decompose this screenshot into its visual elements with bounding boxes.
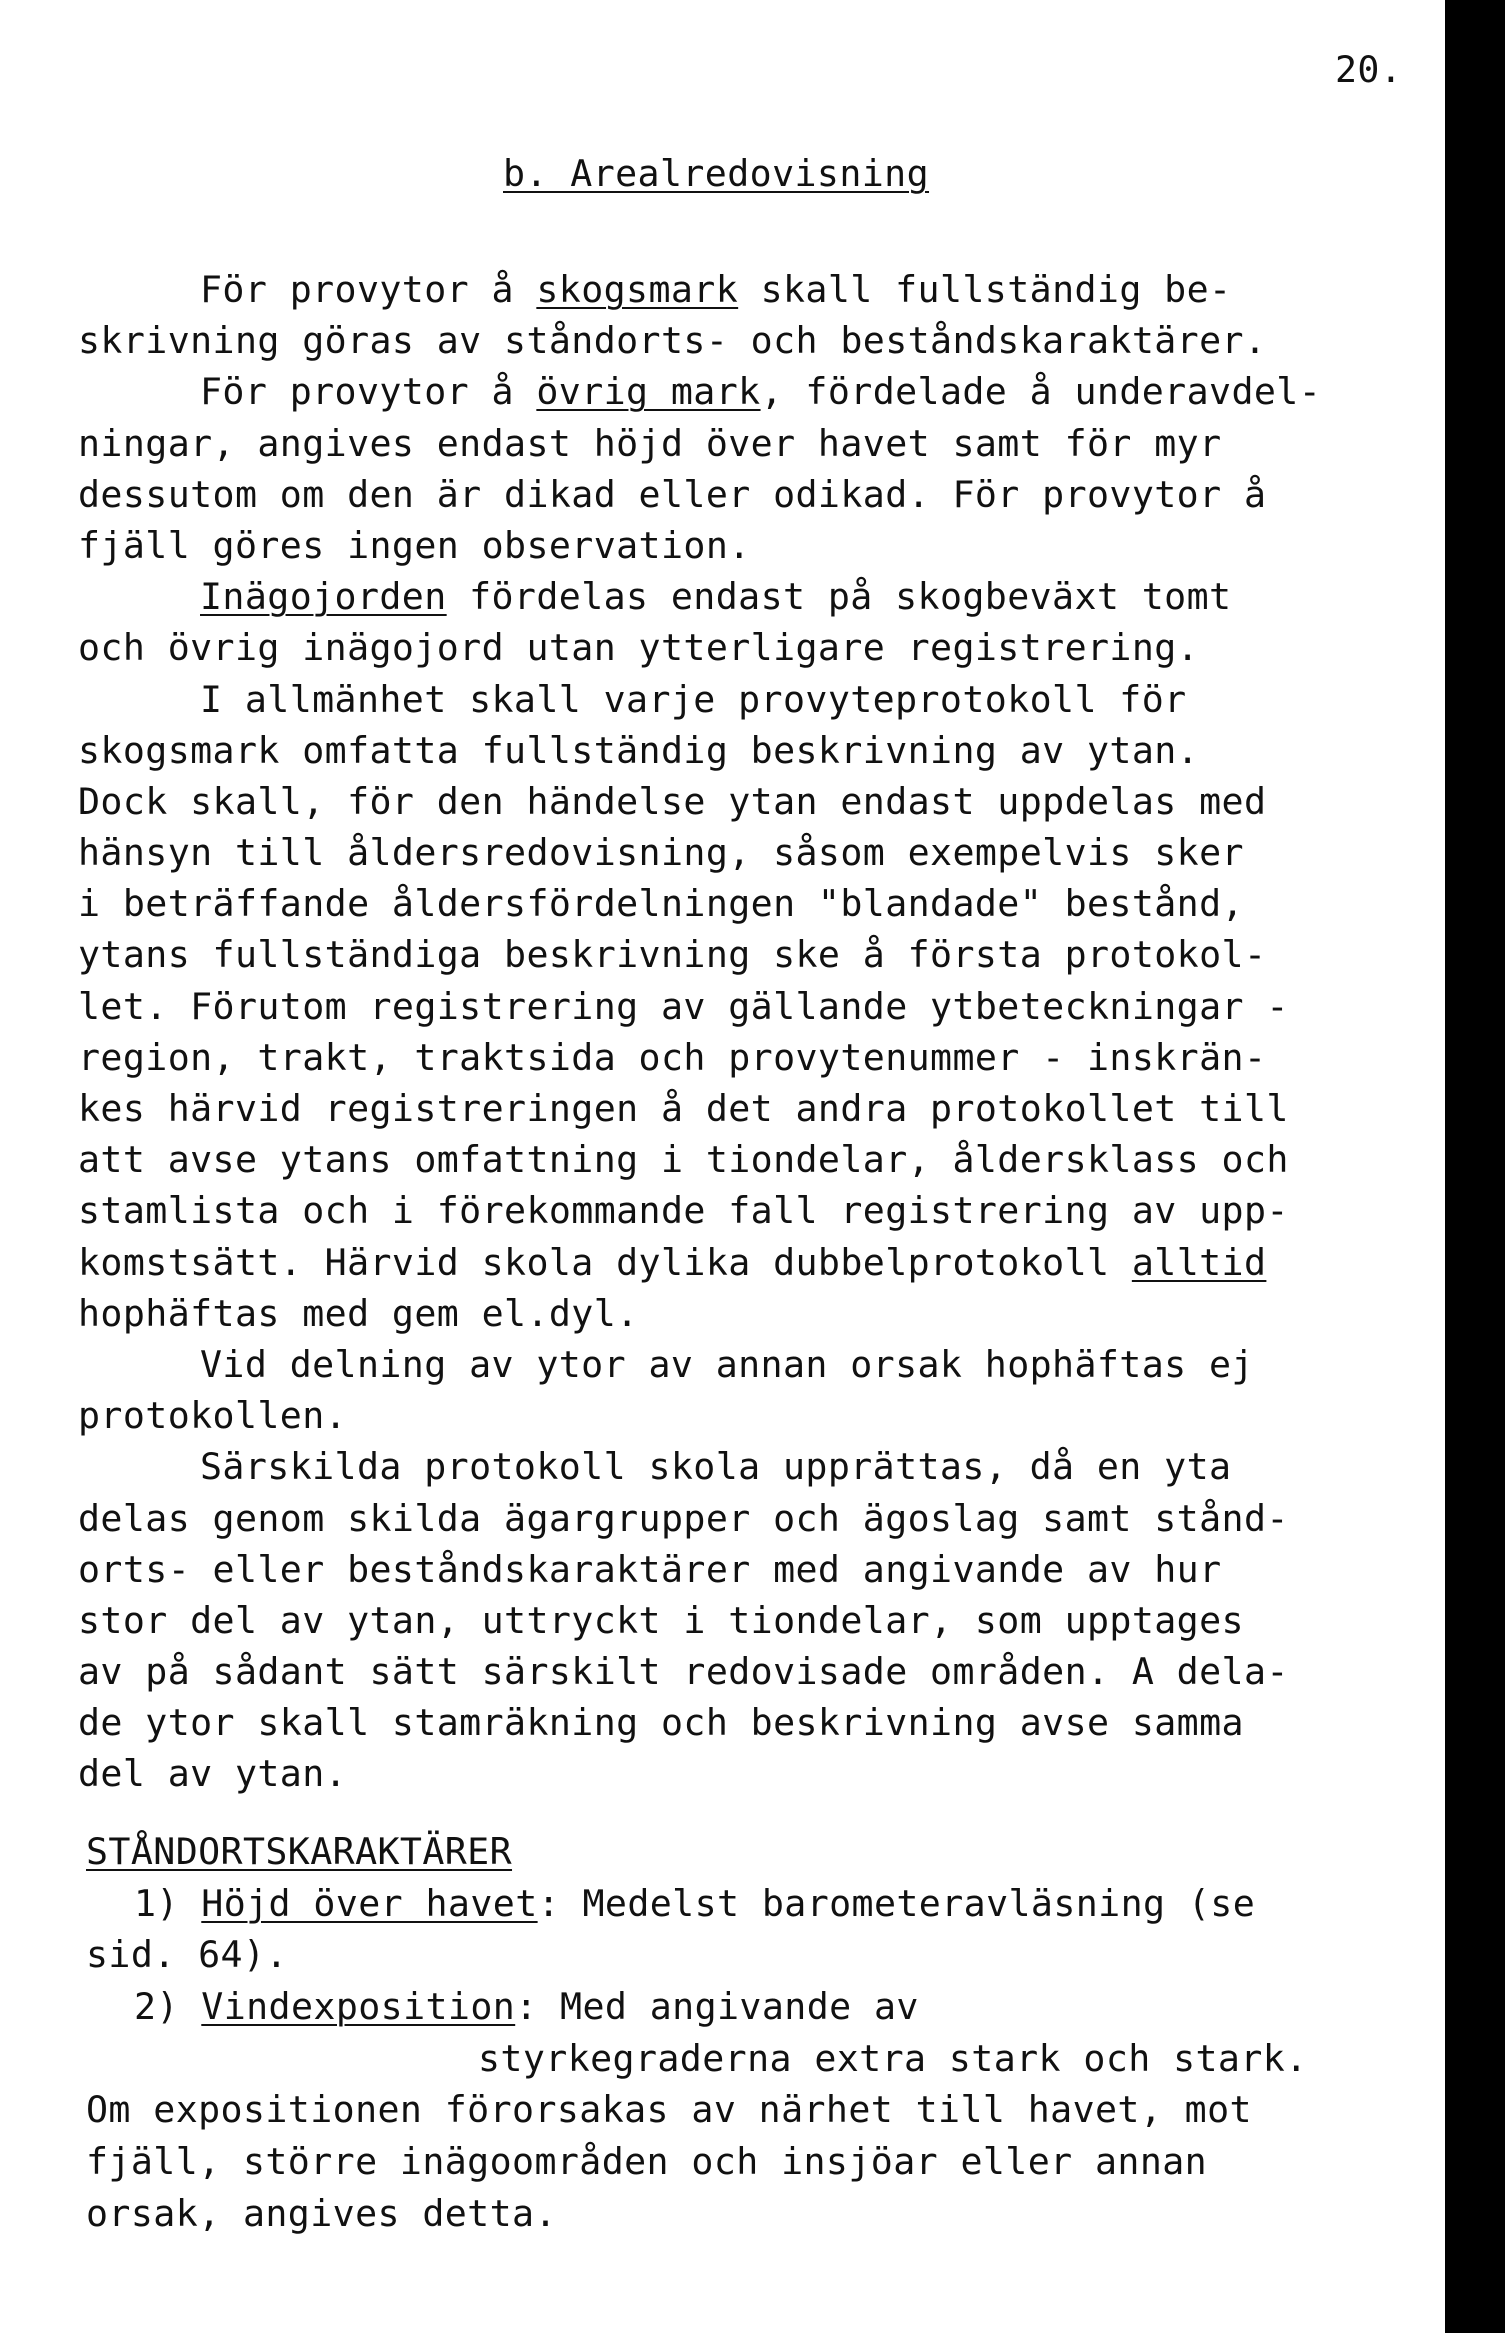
section-heading bbox=[86, 1826, 1431, 1878]
section-title: b. Arealredovisning bbox=[503, 152, 930, 195]
text-line bbox=[78, 776, 1423, 827]
text-line bbox=[78, 827, 1423, 878]
text-line bbox=[78, 1390, 1423, 1441]
line-text: komstsätt. Härvid skola dylika dubbelprotokoll bbox=[78, 1240, 1132, 1284]
text-line bbox=[78, 1237, 1423, 1288]
underlined-term: alltid bbox=[1131, 1240, 1267, 1284]
section-heading-text: STÅNDORTSKARAKTÄRER bbox=[86, 1830, 513, 1873]
line-text: ytans fullständiga beskrivning ske å första protokol- bbox=[78, 933, 1267, 977]
text-line bbox=[78, 1646, 1423, 1697]
text-line bbox=[78, 1595, 1423, 1646]
text-line bbox=[78, 469, 1423, 520]
standortskaraktarer-section bbox=[86, 1826, 1431, 2240]
text-line bbox=[78, 1288, 1423, 1339]
underlined-term: Vindexposition bbox=[201, 1985, 516, 2029]
text-line bbox=[78, 264, 1423, 315]
text-line bbox=[86, 2136, 1431, 2188]
line-text: region, trakt, traktsida och provytenummer - inskrän- bbox=[78, 1035, 1267, 1079]
text-line bbox=[78, 1697, 1423, 1748]
text-line bbox=[78, 520, 1423, 571]
line-text: kes härvid registreringen å det andra protokollet till bbox=[78, 1087, 1289, 1130]
text-line bbox=[78, 1544, 1423, 1595]
line-text: dessutom om den är dikad eller odikad. För provytor å bbox=[78, 472, 1267, 516]
text-line bbox=[78, 1748, 1423, 1799]
text-line bbox=[86, 1878, 1431, 1930]
text-line bbox=[86, 2188, 1431, 2240]
text-line bbox=[78, 571, 1423, 622]
line-text: Dock skall, för den händelse ytan endast uppdelas med bbox=[78, 779, 1267, 823]
line-text: stor del av ytan, uttryckt i tiondelar, som upptages bbox=[78, 1598, 1244, 1642]
line-text: hophäftas med gem el.dyl. bbox=[78, 1291, 639, 1335]
line-text: sid. 64). bbox=[86, 1933, 288, 1977]
text-line bbox=[78, 418, 1423, 469]
line-text: Särskilda protokoll skola upprättas, då en yta bbox=[200, 1445, 1232, 1489]
underlined-term: skogsmark bbox=[536, 268, 739, 311]
line-text: i beträffande åldersfördelningen "blandade" bestånd, bbox=[78, 882, 1244, 926]
text-line bbox=[78, 622, 1423, 673]
text-line bbox=[86, 1929, 1431, 1981]
text-line bbox=[78, 1493, 1423, 1544]
text-line bbox=[78, 315, 1423, 366]
line-text: fördelas endast på skogbeväxt tomt bbox=[446, 575, 1232, 619]
line-text: och övrig inägojord utan ytterligare registrering. bbox=[78, 626, 1200, 670]
line-text: del av ytan. bbox=[78, 1752, 348, 1796]
text-line bbox=[78, 674, 1423, 725]
body-text bbox=[78, 264, 1423, 1800]
line-text: Vid delning av ytor av annan orsak hophäftas ej bbox=[200, 1342, 1254, 1386]
line-text: : Med angivande av bbox=[515, 1985, 919, 2029]
line-text: skrivning göras av ståndorts- och beståndskaraktärer. bbox=[78, 319, 1267, 363]
text-line bbox=[78, 1339, 1423, 1390]
text-line bbox=[78, 366, 1423, 417]
text-line bbox=[78, 1083, 1423, 1134]
text-line bbox=[78, 1134, 1423, 1185]
underlined-term: övrig mark bbox=[536, 370, 761, 414]
line-text: , fördelade å underavdel- bbox=[760, 370, 1322, 414]
text-line bbox=[86, 1981, 1431, 2033]
line-text: av på sådant sätt särskilt redovisade områden. A dela- bbox=[78, 1650, 1289, 1694]
line-text: För provytor å bbox=[200, 268, 537, 311]
line-text: let. Förutom registrering av gällande ytbeteckningar - bbox=[78, 984, 1289, 1028]
text-line bbox=[78, 1032, 1423, 1083]
line-text: För provytor å bbox=[200, 370, 537, 414]
text-line bbox=[86, 2084, 1431, 2136]
text-line bbox=[78, 725, 1423, 776]
line-text: protokollen. bbox=[78, 1394, 348, 1438]
line-text: : Medelst barometeravläsning (se bbox=[537, 1881, 1256, 1925]
line-text: ningar, angives endast höjd över havet samt för myr bbox=[78, 421, 1222, 465]
underlined-term: Inägojorden bbox=[200, 575, 447, 619]
line-text: fjäll, större inägoområden och insjöar eller annan bbox=[86, 2140, 1208, 2184]
text-line bbox=[78, 1185, 1423, 1236]
underlined-term: Höjd över havet bbox=[201, 1881, 538, 1925]
text-line bbox=[78, 929, 1423, 980]
line-text: skall fullständig be- bbox=[738, 268, 1232, 311]
page-number: 20. bbox=[1335, 48, 1403, 91]
line-text: Om expositionen förorsakas av närhet till havet, mot bbox=[86, 2088, 1252, 2132]
line-text: hänsyn till åldersredovisning, såsom exempelvis sker bbox=[78, 831, 1244, 875]
line-text: I allmänhet skall varje provyteprotokoll för bbox=[200, 677, 1187, 721]
line-text: stamlista och i förekommande fall registrering av upp- bbox=[78, 1189, 1289, 1233]
text-line bbox=[78, 878, 1423, 929]
line-text: orts- eller beståndskaraktärer med angivande av hur bbox=[78, 1547, 1222, 1591]
line-text: att avse ytans omfattning i tiondelar, åldersklass och bbox=[78, 1138, 1289, 1182]
line-text: styrkegraderna extra stark och stark. bbox=[478, 2036, 1308, 2080]
line-text: delas genom skilda ägargrupper och ägoslag samt stånd- bbox=[78, 1496, 1289, 1540]
line-text: orsak, angives detta. bbox=[86, 2191, 557, 2235]
line-text: 1) bbox=[134, 1881, 202, 1925]
line-text: fjäll göres ingen observation. bbox=[78, 523, 751, 567]
text-line bbox=[78, 1441, 1423, 1492]
text-line bbox=[86, 2033, 1431, 2085]
line-text: skogsmark omfatta fullständig beskrivning av ytan. bbox=[78, 728, 1200, 772]
line-text: 2) bbox=[134, 1985, 202, 2029]
text-line bbox=[78, 981, 1423, 1032]
line-text: de ytor skall stamräkning och beskrivning avse samma bbox=[78, 1701, 1244, 1745]
